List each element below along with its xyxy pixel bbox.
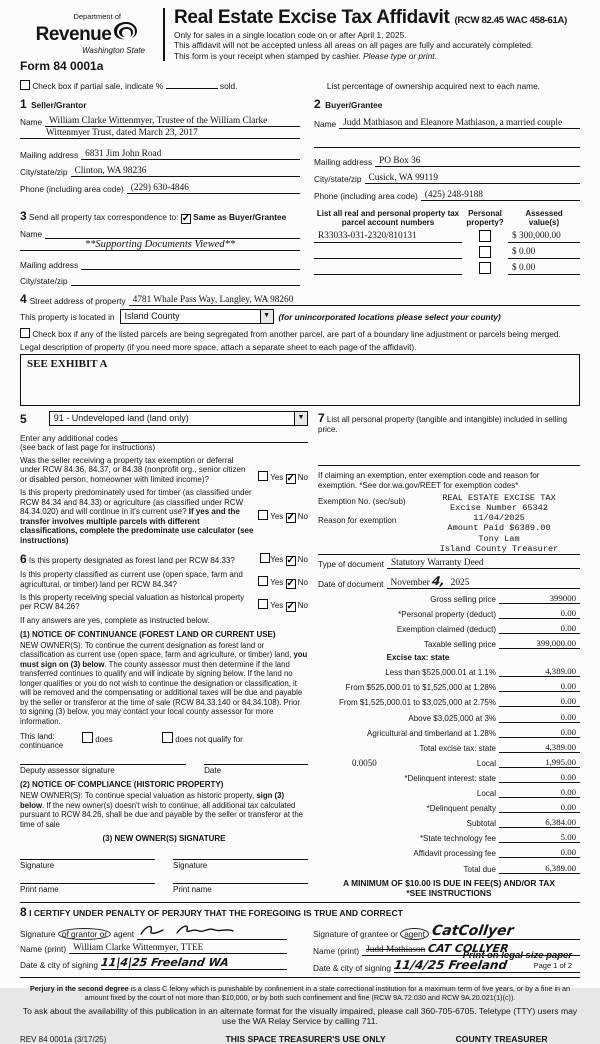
money-row: Subtotal 6,384.00 bbox=[318, 817, 580, 828]
form-subtitle: Only for sales in a single location code on or after April 1, 2025. This affidavit will not be accepted unless all areas on all pages are fully and accurately completed. This form is your receipt when stamped by cashier. Please type or print. bbox=[174, 30, 534, 61]
excise-tax-state-header: Excise tax: state bbox=[386, 653, 450, 663]
deputy-assessor-signature-line[interactable]: Deputy assessor signature bbox=[20, 764, 186, 775]
grantor-print-name-field[interactable]: William Clarke Wittenmyer, TTEE bbox=[69, 942, 287, 954]
buyer-mailing-field[interactable]: PO Box 36 bbox=[375, 155, 580, 167]
section-certify: 8 I CERTIFY UNDER PENALTY OF PERJURY THAT THE FOREGOING IS TRUE AND CORRECT Signature of grantor or agent Name (print) William Clarke Wittenmyer, TTEE Date & city of signing 11|4|25 Freeland WA Signature of grantee or agent CatCollyer Name (print) Judd Mathiason CAT COLLYER Date & city of signing 11/4/25 Freeland bbox=[20, 902, 580, 973]
money-row: *Delinquent interest: state 0.00 bbox=[318, 772, 580, 783]
date-of-document-field[interactable]: November4, 2025 bbox=[387, 574, 581, 589]
washington-state-label: Washington State bbox=[81, 46, 145, 55]
partial-sale-checkbox[interactable] bbox=[20, 80, 30, 90]
dor-swoosh-icon bbox=[113, 21, 139, 48]
timber-no-checkbox[interactable]: ✓ bbox=[286, 512, 295, 524]
personal-property-checkbox-3[interactable] bbox=[479, 262, 491, 274]
gross-selling-price-field[interactable]: 399000 bbox=[499, 593, 580, 604]
money-row: *Delinquent penalty 0.00 bbox=[318, 802, 580, 813]
subtotal-field[interactable]: 6,384.00 bbox=[499, 817, 580, 828]
total-due-field[interactable]: 6,389.00 bbox=[499, 863, 580, 874]
circled-agent-label: agent bbox=[400, 928, 429, 940]
section-7: 7 List all personal property (tangible and intangible) included in selling price. If claiming an exemption, enter exemption code and reason for exemption. *See dor.wa.gov/REET for exemption codes* Exemption No. (sec/sub) Reason for exemption REAL ESTATE EXCISE TAX Excise Number 65342 11/04/2025 Amount Paid $6389.00 Tony Lam Island County Treasurer Type of document Statutory Warranty Deed Date of document November4, 2025 Gross selling price 399000 *Personal property (deduct) 0.00 Exemption claimed (deduct) 0.00 Taxable selling price 399,000.00 Excise tax: state Less than $525,000.01 at 1.1% 4,389.00 From $525,000.01 to $1,525,000 at 1.28% 0.00 From $1,525,000.01 to $3,025,000 at 2.75% 0.00 Above $3,025,000 at 3% 0.00 Agricultural and timberland at 1.28% 0.00 Total excise tax: state 4,389.00 0.0050 Local 1,995.00 *Delinquent interest: state 0.00 Local 0.00 *Delinquent penalty 0.00 Subtotal 6,384.00 *State technology fee 5.00 Affidavit processing fee 0.00 Total due 6,389.00 A MINIMUM OF $10.00 IS DUE IN FEE(S) AND/OR TAX *SEE INSTRUCTIONS bbox=[318, 411, 580, 898]
notice-continuance-text: NEW OWNER(S): To continue the current designation as forest land or classification as current use (open space, farm and agriculture, or timber) land, you must sign on (3) below. The county assessor must then determine if the land transferred continues to qualify and will indicate by signing below. If the land no longer qualifies or you do not wish to continue the designation or classification, it will be removed and the compensating or additional taxes will be due and payable by the seller or transferor at the time of sale (RCW 84.33.140 or 84.34.108). Prior to signing (3) below, you may contact your local county assessor for more information. bbox=[20, 640, 308, 726]
forest-yes-checkbox[interactable] bbox=[260, 553, 270, 563]
money-row: *Personal property (deduct) 0.00 bbox=[318, 608, 580, 619]
section-property: 4 Street address of property 4781 Whale Pass Way, Langley, WA 98260 This property is located in Island County ▼ (for unincorporated locations please select your county) Check box if any of the listed parcels are being segregated from another parcel, are part of a boundary line adjustment or parcels being merged. Legal description of property (if you need more space, attach a separate sheet to each page of the affidavit). SEE EXHIBIT A bbox=[20, 292, 580, 406]
rcw-reference: (RCW 82.45 WAC 458-61A) bbox=[454, 15, 567, 26]
buyer-phone-field[interactable]: (425) 248-9188 bbox=[421, 189, 580, 201]
buyer-name-field[interactable]: Judd Mathiason and Eleanore Mathiason, a married couple bbox=[339, 117, 580, 129]
county-treasurer-label: COUNTY TREASURER bbox=[455, 1034, 548, 1044]
land-does-checkbox[interactable] bbox=[82, 732, 93, 743]
segregated-checkbox[interactable] bbox=[20, 328, 30, 338]
parcel-number-field[interactable] bbox=[314, 247, 462, 259]
money-row: Total due 6,389.00 bbox=[318, 863, 580, 874]
money-row: Above $3,025,000 at 3% 0.00 bbox=[318, 712, 580, 723]
current-use-no-checkbox[interactable]: ✓ bbox=[286, 577, 295, 589]
seller-phone-field[interactable]: (229) 630-4846 bbox=[127, 182, 300, 194]
handwritten-day: 4, bbox=[430, 573, 446, 588]
parcel-number-field[interactable]: R33033-031-2320/810131 bbox=[314, 231, 462, 243]
county-dropdown[interactable]: Island County ▼ bbox=[120, 309, 274, 324]
legal-description-box[interactable]: SEE EXHIBIT A bbox=[20, 354, 580, 406]
ownership-note: List percentage of ownership acquired next to each name. bbox=[326, 80, 540, 91]
grantor-date-handwriting: 11|4|25 Freeland WA bbox=[100, 955, 230, 969]
grantee-signature: CatCollyer bbox=[430, 922, 515, 939]
money-row: From $1,525,000.01 to $3,025,000 at 2.75% 0.00 bbox=[318, 696, 580, 707]
circled-grantor-label: of grantor or bbox=[58, 928, 111, 940]
taxable-selling-price-field[interactable]: 399,000.00 bbox=[499, 638, 580, 649]
partial-sale-field: Check box if partial sale, indicate % sold. bbox=[20, 80, 237, 91]
see-instructions-note: *SEE INSTRUCTIONS bbox=[406, 887, 492, 898]
assessed-value-field[interactable]: $ 0.00 bbox=[508, 263, 580, 275]
buyer-name-field-line2[interactable] bbox=[314, 137, 580, 148]
deputy-assessor-date-line[interactable]: Date bbox=[204, 764, 308, 775]
tier3-tax-field[interactable]: 0.00 bbox=[499, 696, 580, 707]
question-exemption: Was the seller receiving a property tax exemption or deferral under RCW 84.36, 84.37, or 84.38 (nonprofit org., senior citizen or disabled person, homeowner with limited income)? Yes ✓ No bbox=[20, 456, 308, 485]
tier2-tax-field[interactable]: 0.00 bbox=[499, 681, 580, 692]
parcel-number-field[interactable] bbox=[314, 263, 462, 275]
notice-compliance-text: NEW OWNER(S): To continue special valuation as historic property, sign (3) below. If the new owner(s) doesn't wish to continue, all additional tax calculated pursuant to RCW 84.26, shall be due and payable by the seller or transferor at the time of sale bbox=[20, 791, 304, 829]
owner-print-name-line-1[interactable]: Print name bbox=[20, 883, 155, 894]
local-rate-value: 0.0050 bbox=[352, 757, 377, 768]
money-row: Local 0.00 bbox=[318, 787, 580, 798]
owner-print-name-line-2[interactable]: Print name bbox=[173, 883, 308, 894]
money-row: 0.0050 Local 1,995.00 bbox=[318, 757, 580, 768]
same-as-buyer-checkbox[interactable]: ✓ bbox=[181, 213, 191, 224]
tier4-tax-field[interactable]: 0.00 bbox=[499, 712, 580, 723]
total-excise-state-field[interactable]: 4,389.00 bbox=[499, 742, 580, 753]
historical-no-checkbox[interactable]: ✓ bbox=[286, 600, 295, 612]
money-row: Affidavit processing fee 0.00 bbox=[318, 847, 580, 858]
section-seller: 1 Seller/Grantor Name William Clarke Wittenmyer, Trustee of the William Clarke Wittenmyer Trust, dated March 23, 2017 Mailing address 6831 Jim John Road City/state/zip Clinton, WA 98236 Phone (including area code) (229) 630-4846 bbox=[20, 95, 300, 201]
grantee-name-handwriting: CAT COLLYER bbox=[426, 941, 510, 955]
money-row: Agricultural and timberland at 1.28% 0.00 bbox=[318, 727, 580, 738]
buyer-heading: Buyer/Grantee bbox=[325, 100, 383, 110]
form-title: Real Estate Excise Tax Affidavit (RCW 82.45 WAC 458-61A) bbox=[174, 7, 567, 28]
seller-name-field[interactable]: William Clarke Wittenmyer, Trustee of the William Clarke bbox=[45, 115, 300, 127]
forest-no-checkbox[interactable]: ✓ bbox=[286, 555, 295, 567]
rev-number: REV 84 0001a (3/17/25) bbox=[20, 1035, 107, 1044]
exemption-labels: Exemption No. (sec/sub) Reason for exemption bbox=[318, 496, 406, 525]
treasurer-use-label: THIS SPACE TREASURER'S USE ONLY bbox=[225, 1034, 386, 1044]
correspondence-name-field[interactable] bbox=[45, 228, 300, 239]
section-5-6: 5 91 - Undeveloped land (land only) ▼ Enter any additional codes (see back of last page for instructions) Was the seller receiving a property tax exemption or deferral under RCW 84.36, 84.37, or 84.38 (nonprofit org., senior citizen or disabled person, homeowner with limited income)? Yes ✓ No Is this property predominately used for timber (as classified under RCW 84.34 and 84.33) or agriculture (as classified under RCW 84.34.020) and will continue in it's current use? If yes and the transfer involves multiple parcels with different classifications, complete the predominate use calculator (see instructions) Yes ✓ No 6 Is this property designated as forest land per RCW 84.33? Yes ✓ No Is this property classified as current use (open space, farm and agricultural, or timber) land per RCW 84.34? Yes ✓ No Is this property receiving special valuation as historical property per RCW 84.26? Yes ✓ No If any answers are yes, complete as instructed below. (1) NOTICE OF CONTINUANCE (FOREST LAND OR CURRENT USE) NEW OWNER(S): To continue the current designation as forest land or classification as current use (open space, farm and agriculture, or timber) land, you must sign on (3) below. The county assessor must then determine if the land transferred continues to qualify and will indicate by signing below. If the land no longer qualifies or you do not wish to continue the designation or classification, it will be removed and the compensating or additional taxes will be due and payable by the seller or transferor at the time of sale (RCW 84.33.140 or 84.34.108). Prior to signing (3) below, you may contact your local county assessor for more information. This land: continuance does does not qualify for Deputy assessor signature Date (2) NOTICE OF COMPLIANCE (HISTORIC PROPERTY) NEW OWNER(S): To continue special valuation as historic property, sign (3) below. If the new owner(s) doesn't wish to continue, all additional tax calculated pursuant to RCW 84.26, shall be due and payable by the seller or transferor at the time of sale (3) NEW OWNER(S) SIGNATURE Signature Signature Print name Print name bbox=[20, 411, 308, 895]
notice-compliance-title: (2) NOTICE OF COMPLIANCE (HISTORIC PROPERTY) bbox=[20, 780, 224, 790]
page-number: Page 1 of 2 bbox=[533, 961, 572, 970]
partial-sale-percent-input[interactable] bbox=[166, 80, 218, 89]
accessibility-note: To ask about the availability of this publication in an alternate format for the visually impaired, please call 360-705-6705. Teletype (TTY) users may use the WA Relay Service by calling 711. bbox=[22, 1005, 578, 1026]
assessed-value-field[interactable]: $ 0.00 bbox=[508, 247, 580, 259]
chevron-down-icon[interactable]: ▼ bbox=[294, 412, 307, 425]
historical-yes-checkbox[interactable] bbox=[258, 599, 268, 609]
delinquent-interest-state-field[interactable]: 0.00 bbox=[499, 772, 580, 783]
if-yes-note: If any answers are yes, complete as instructed below. bbox=[20, 615, 210, 625]
delinquent-penalty-field[interactable]: 0.00 bbox=[499, 802, 580, 813]
agricultural-tax-field[interactable]: 0.00 bbox=[499, 727, 580, 738]
parcel-col-header: List all real and personal property tax parcel account numbers bbox=[316, 209, 460, 228]
affidavit-processing-fee-field[interactable]: 0.00 bbox=[499, 847, 580, 858]
personal-property-checkbox-2[interactable] bbox=[479, 246, 491, 258]
timber-yes-checkbox[interactable] bbox=[258, 510, 268, 520]
grantor-date-city-field[interactable] bbox=[101, 956, 287, 970]
state-technology-fee-field[interactable]: 5.00 bbox=[499, 832, 580, 843]
question-forest-land: 6 Is this property designated as forest land per RCW 84.33? Yes ✓ No bbox=[20, 551, 308, 567]
assessed-value-col-header: Assessed value(s) bbox=[525, 209, 563, 228]
current-use-yes-checkbox[interactable] bbox=[258, 576, 268, 586]
delinquent-interest-local-field[interactable]: 0.00 bbox=[499, 787, 580, 798]
correspondence-mailing-field[interactable] bbox=[81, 259, 300, 270]
exemption-yes-checkbox[interactable] bbox=[258, 471, 268, 481]
seller-mailing-field[interactable]: 6831 Jim John Road bbox=[81, 148, 300, 160]
additional-codes-field[interactable] bbox=[121, 432, 308, 443]
seller-name-field-line2[interactable]: Wittenmyer Trust, dated March 23, 2017 bbox=[20, 127, 300, 139]
footer bbox=[20, 977, 580, 1044]
struck-name: Judd Mathiason bbox=[366, 944, 426, 955]
parcel-table bbox=[314, 209, 580, 286]
new-owners-signature-title: (3) NEW OWNER(S) SIGNATURE bbox=[102, 834, 226, 844]
question-timber: Is this property predominately used for timber (as classified under RCW 84.34 and 84.33) or agriculture (as classified under RCW 84.34.020) and will continue in it's current use? If yes and the transfer involves multiple parcels with different classifications, complete the predominate use calculator (see instructions) Yes ✓ No bbox=[20, 488, 308, 545]
dor-logo bbox=[20, 8, 155, 73]
tier1-tax-field[interactable]: 4,389.00 bbox=[499, 666, 580, 677]
parcel-row bbox=[314, 262, 580, 275]
legal-description-label: Legal description of property (if you need more space, attach a separate sheet to each page of the affidavit). bbox=[20, 342, 417, 352]
supporting-docs-stamp: **Supporting Documents Viewed** bbox=[20, 239, 300, 251]
grantor-signature-field[interactable] bbox=[137, 923, 287, 940]
certify-statement: I CERTIFY UNDER PENALTY OF PERJURY THAT THE FOREGOING IS TRUE AND CORRECT bbox=[29, 907, 403, 918]
money-row: Exemption claimed (deduct) 0.00 bbox=[318, 623, 580, 634]
owner-signature-line-2[interactable]: Signature bbox=[173, 859, 308, 870]
personal-property-col-header: Personal property? bbox=[466, 209, 504, 228]
form-number: Form 84 0001a bbox=[20, 59, 104, 73]
seller-city-field[interactable]: Clinton, WA 98236 bbox=[71, 165, 301, 177]
money-row: From $525,000.01 to $1,525,000 at 1.28% 0.00 bbox=[318, 681, 580, 692]
grantor-signature bbox=[137, 929, 247, 939]
parcel-row bbox=[314, 246, 580, 259]
minimum-due-note: A MINIMUM OF $10.00 IS DUE IN FEE(S) AND/OR TAX bbox=[343, 877, 555, 888]
use-code-dropdown[interactable]: 91 - Undeveloped land (land only) ▼ bbox=[49, 411, 308, 426]
seller-heading: Seller/Grantor bbox=[31, 100, 87, 110]
section-correspondence: 3 Send all property tax correspondence to: ✓ Same as Buyer/Grantee Name **Supporting Documents Viewed** Mailing address City/state/zip bbox=[20, 209, 300, 286]
exemption-note: If claiming an exemption, enter exemption code and reason for exemption. *See dor.wa.gov/REET for exemption codes* bbox=[318, 470, 540, 490]
treasurer-stamp: REAL ESTATE EXCISE TAX Excise Number 65342 11/04/2025 Amount Paid $6389.00 Tony Lam Island County Treasurer bbox=[439, 492, 559, 554]
money-row: *State technology fee 5.00 bbox=[318, 832, 580, 843]
dept-of-label: Department of bbox=[73, 12, 121, 21]
perjury-note: Perjury in the second degree is a class C felony which is punishable by confinement in a state correctional institution for a maximum term of five years, or by a fine in an amount fixed by the court of not more than $10,000, or by both such confinement and fine (RCW 9A.72.030 and RCW 9A.20.021(1)(c)). bbox=[29, 983, 571, 1002]
grantee-date-handwriting: 11/4/25 Freeland bbox=[392, 957, 509, 972]
form-header bbox=[20, 8, 580, 73]
chevron-down-icon[interactable]: ▼ bbox=[260, 310, 273, 323]
money-row: Gross selling price 399000 bbox=[318, 593, 580, 604]
section-buyer: 2 Buyer/Grantee Name Judd Mathiason and Eleanore Mathiason, a married couple Mailing address PO Box 36 City/state/zip Cusick, WA 99119 Phone (including area code) (425) 248-9188 bbox=[314, 95, 580, 201]
money-row: Total excise tax: state 4,389.00 bbox=[318, 742, 580, 753]
street-address-field[interactable]: 4781 Whale Pass Way, Langley, WA 98260 bbox=[129, 294, 580, 306]
personal-property-checkbox-1[interactable] bbox=[479, 230, 491, 242]
personal-property-list-field[interactable] bbox=[318, 435, 580, 461]
question-current-use: Is this property classified as current use (open space, farm and agricultural, or timber) land per RCW 84.34? Yes ✓ No bbox=[20, 570, 308, 589]
type-of-document-field[interactable]: Statutory Warranty Deed bbox=[387, 557, 580, 569]
revenue-wordmark: Revenue bbox=[35, 23, 112, 45]
notice-continuance-title: (1) NOTICE OF CONTINUANCE (FOREST LAND OR CURRENT USE) bbox=[20, 629, 276, 639]
exemption-claimed-field[interactable]: 0.00 bbox=[499, 623, 580, 634]
buyer-city-field[interactable]: Cusick, WA 99119 bbox=[365, 172, 581, 184]
money-row: Taxable selling price 399,000.00 bbox=[318, 638, 580, 649]
correspondence-city-field[interactable] bbox=[71, 275, 301, 286]
land-qualify-row: This land: continuance does does not qualify for bbox=[20, 732, 243, 751]
personal-property-deduct-field[interactable]: 0.00 bbox=[499, 608, 580, 619]
print-note: Print on legal size paper Page 1 of 2 bbox=[462, 950, 572, 970]
grantee-signature-field[interactable] bbox=[432, 923, 580, 940]
parcel-row bbox=[314, 230, 580, 243]
exemption-no-checkbox[interactable]: ✓ bbox=[286, 473, 295, 485]
local-tax-field[interactable]: 1,995.00 bbox=[499, 757, 580, 768]
owner-signature-line-1[interactable]: Signature bbox=[20, 859, 155, 870]
land-does-not-checkbox[interactable] bbox=[162, 732, 173, 743]
assessed-value-field[interactable]: $ 300,000.00 bbox=[508, 231, 580, 243]
question-historical: Is this property receiving special valuation as historical property per RCW 84.26? Yes ✓ No bbox=[20, 592, 308, 612]
money-row: Less than $525,000.01 at 1.1% 4,389.00 bbox=[318, 666, 580, 677]
